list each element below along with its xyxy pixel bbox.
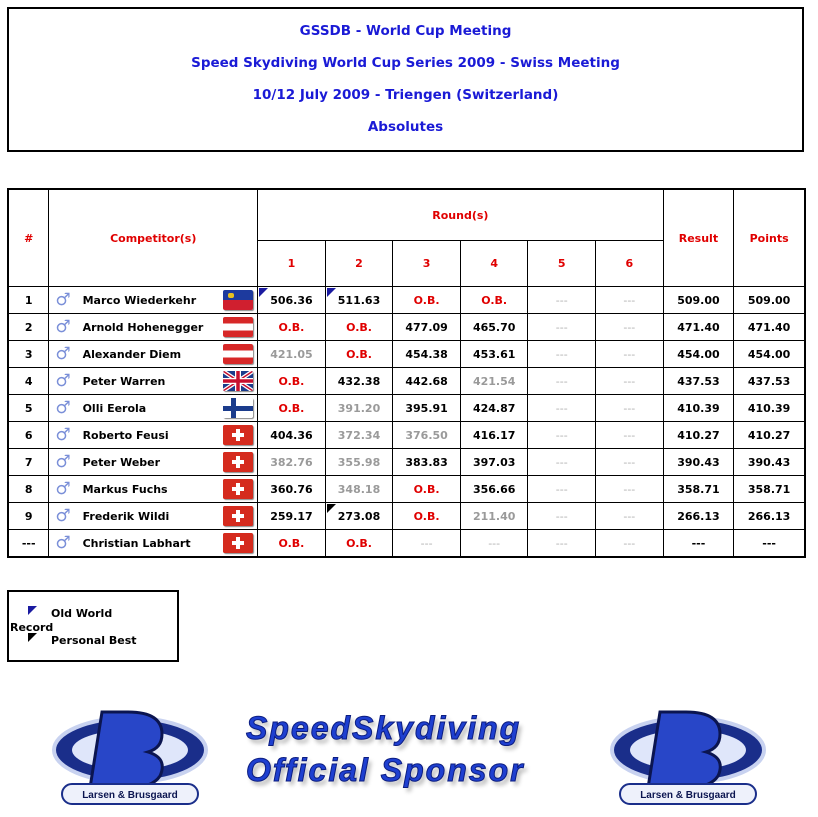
rank-cell: 1 [8,287,49,314]
old-world-record-marker-icon [259,288,268,297]
competitor-name: Markus Fuchs [77,476,219,503]
points-cell: 410.39 [734,395,805,422]
result-cell: 358.71 [663,476,734,503]
round-4-cell [460,314,528,341]
larsen-brusgaard-logo-right [608,708,768,813]
round-6-cell [596,503,664,530]
gender-cell [49,395,77,422]
points-cell: --- [734,530,805,558]
points-cell: 266.13 [734,503,805,530]
round-value: --- [623,293,636,307]
round-3-cell [393,287,461,314]
flag-cell [219,476,258,503]
round-value: 506.36 [270,293,313,307]
flag-cell [219,422,258,449]
sponsor-line2: Official Sponsor [246,752,525,788]
round-6-cell [596,368,664,395]
round-4-cell [460,395,528,422]
round-5-cell [528,449,596,476]
table-row [8,395,805,422]
round-5-header: 5 [528,241,596,287]
round-value: O.B. [413,293,440,307]
round-value: 477.09 [405,320,448,334]
male-icon: ♂ [55,505,71,526]
points-cell: 509.00 [734,287,805,314]
rank-cell: 5 [8,395,49,422]
round-6-cell [596,314,664,341]
round-value: 360.76 [270,482,313,496]
round-4-cell [460,530,528,558]
round-1-cell [258,476,326,503]
round-value: 372.34 [337,428,381,442]
round-5-cell [528,314,596,341]
result-cell: 454.00 [663,341,734,368]
flag-cell [219,449,258,476]
round-value: O.B. [278,374,305,388]
round-1-cell [258,314,326,341]
round-5-cell [528,476,596,503]
round-2-cell [325,395,393,422]
round-value: 356.66 [472,482,516,496]
gender-cell [49,530,77,558]
round-4-cell [460,287,528,314]
round-value: O.B. [481,293,508,307]
rank-cell: --- [8,530,49,558]
gender-cell [49,422,77,449]
round-value: 348.18 [337,482,381,496]
personal-best-marker-icon [28,633,37,642]
result-cell: --- [663,530,734,558]
round-4-cell [460,368,528,395]
round-value: O.B. [346,347,372,361]
male-icon: ♂ [55,343,71,364]
round-value: --- [555,482,568,496]
round-6-cell [596,422,664,449]
table-row [8,368,805,395]
rank-cell: 4 [8,368,49,395]
round-value: 383.83 [405,455,448,469]
round-3-cell [393,368,461,395]
round-2-cell [325,287,393,314]
meeting-title: GSSDB - World Cup Meeting [299,23,512,39]
round-value: --- [555,320,568,334]
round-1-cell [258,530,326,558]
round-value: 442.68 [405,374,448,388]
round-1-cell [258,341,326,368]
round-value: 421.54 [472,374,516,388]
round-value: 395.91 [405,401,448,415]
round-6-cell [596,530,664,558]
competitor-name: Peter Warren [77,368,219,395]
flag-ch-icon [223,479,253,499]
larsen-brusgaard-logo-left [50,708,210,813]
flag-li-icon [223,290,253,310]
rank-cell: 3 [8,341,49,368]
round-1-cell [258,422,326,449]
round-3-header: 3 [393,241,461,287]
round-value: 397.03 [472,455,516,469]
result-cell: 266.13 [663,503,734,530]
result-cell: 410.27 [663,422,734,449]
round-value: O.B. [278,401,305,415]
flag-cell [219,395,258,422]
male-icon: ♂ [55,316,71,337]
round-5-cell [528,287,596,314]
result-cell: 471.40 [663,314,734,341]
round-6-cell [596,395,664,422]
round-5-cell [528,503,596,530]
round-3-cell [393,395,461,422]
male-icon: ♂ [55,451,71,472]
table-row [8,449,805,476]
date-location: 10/12 July 2009 - Triengen (Switzerland) [252,87,559,103]
flag-cell [219,530,258,558]
round-value: 454.38 [405,347,448,361]
flag-fi-icon [223,398,253,418]
flag-at-icon [223,317,253,337]
male-icon: ♂ [55,478,71,499]
round-value: O.B. [278,536,305,550]
flag-ch-icon [223,452,253,472]
round-value: --- [623,428,636,442]
round-value: O.B. [413,509,440,523]
series-title: Speed Skydiving World Cup Series 2009 - Swiss Meeting [191,55,620,71]
flag-cell [219,368,258,395]
round-value: 424.87 [472,401,516,415]
round-value: 416.17 [472,428,516,442]
result-cell: 509.00 [663,287,734,314]
legend-old-world-record-line1: Old World [51,607,113,620]
result-cell: 410.39 [663,395,734,422]
round-value: --- [420,536,433,550]
old-world-record-marker-icon [327,288,336,297]
competitor-name: Olli Eerola [77,395,219,422]
round-value: O.B. [413,482,440,496]
round-2-header: 2 [325,241,393,287]
rank-cell: 9 [8,503,49,530]
meeting-header [7,7,804,152]
flag-at-icon [223,344,253,364]
flag-gb-icon [223,371,253,391]
sponsor-line1: SpeedSkydiving [246,710,522,746]
round-value: 421.05 [270,347,313,361]
round-4-cell [460,476,528,503]
points-cell: 358.71 [734,476,805,503]
table-row [8,314,805,341]
round-value: O.B. [278,320,305,334]
table-row [8,476,805,503]
round-value: --- [623,320,636,334]
points-cell: 471.40 [734,314,805,341]
round-4-cell [460,503,528,530]
competitor-name: Peter Weber [77,449,219,476]
round-3-cell [393,503,461,530]
round-1-header: 1 [258,241,326,287]
round-2-cell [325,476,393,503]
points-cell: 437.53 [734,368,805,395]
round-value: --- [555,536,568,550]
round-6-cell [596,476,664,503]
result-cell: 437.53 [663,368,734,395]
round-2-cell [325,314,393,341]
round-2-cell [325,449,393,476]
round-6-cell [596,287,664,314]
gender-cell [49,314,77,341]
flag-cell [219,341,258,368]
round-3-cell [393,530,461,558]
result-header: Result [663,189,734,287]
points-header: Points [734,189,805,287]
male-icon: ♂ [55,397,71,418]
personal-best-marker-icon [327,504,336,513]
round-2-cell [325,422,393,449]
category-title: Absolutes [367,119,444,135]
round-value: 355.98 [337,455,381,469]
competitor-header: Competitor(s) [49,189,258,287]
round-6-cell [596,341,664,368]
table-row [8,422,805,449]
competitor-name: Marco Wiederkehr [77,287,219,314]
flag-ch-icon [223,533,253,553]
flag-ch-icon [223,425,253,445]
round-value: --- [623,347,636,361]
svg-text:Larsen & Brusgaard: Larsen & Brusgaard [640,790,736,801]
legend-box [7,590,179,662]
rank-cell: 7 [8,449,49,476]
rank-cell: 8 [8,476,49,503]
round-value: 432.38 [337,374,381,388]
round-value: 273.08 [337,509,381,523]
result-cell: 390.43 [663,449,734,476]
round-value: --- [623,509,636,523]
round-2-cell [325,530,393,558]
round-value: --- [623,374,636,388]
round-value: 453.61 [472,347,516,361]
results-body [8,287,805,558]
round-6-cell [596,449,664,476]
points-cell: 410.27 [734,422,805,449]
round-3-cell [393,341,461,368]
gender-cell [49,287,77,314]
round-value: --- [555,347,568,361]
round-value: 382.76 [270,455,313,469]
rank-header: # [8,189,49,287]
competitor-name: Alexander Diem [77,341,219,368]
round-value: --- [555,509,568,523]
svg-text:Larsen & Brusgaard: Larsen & Brusgaard [82,790,178,801]
round-value: --- [623,536,636,550]
points-cell: 454.00 [734,341,805,368]
round-value: O.B. [346,320,372,334]
round-3-cell [393,422,461,449]
round-value: --- [555,293,568,307]
round-5-cell [528,368,596,395]
flag-cell [219,314,258,341]
table-row [8,287,805,314]
round-2-cell [325,368,393,395]
sponsor-banner [0,690,818,817]
male-icon: ♂ [55,289,71,310]
table-row [8,503,805,530]
round-value: 511.63 [337,293,381,307]
gender-cell [49,503,77,530]
round-4-cell [460,341,528,368]
gender-cell [49,341,77,368]
competitor-name: Christian Labhart [77,530,219,558]
round-4-header: 4 [460,241,528,287]
round-value: --- [623,401,636,415]
round-value: O.B. [346,536,372,550]
round-value: --- [488,536,501,550]
legend-old-world-record-line2: Record [10,621,54,634]
round-5-cell [528,341,596,368]
round-2-cell [325,503,393,530]
competitor-name: Frederik Wildi [77,503,219,530]
male-icon: ♂ [55,370,71,391]
round-value: 465.70 [472,320,516,334]
gender-cell [49,476,77,503]
round-value: 376.50 [405,428,448,442]
round-2-cell [325,341,393,368]
round-1-cell [258,368,326,395]
round-value: 404.36 [270,428,313,442]
round-1-cell [258,287,326,314]
gender-cell [49,368,77,395]
gender-cell [49,449,77,476]
male-icon: ♂ [55,532,71,553]
round-value: --- [555,428,568,442]
flag-cell [219,503,258,530]
round-value: --- [555,374,568,388]
rounds-header: Round(s) [258,189,663,241]
round-6-header: 6 [596,241,664,287]
round-5-cell [528,422,596,449]
round-value: 391.20 [337,401,381,415]
rank-cell: 6 [8,422,49,449]
round-value: --- [555,401,568,415]
competitor-name: Arnold Hohenegger [77,314,219,341]
male-icon: ♂ [55,424,71,445]
round-4-cell [460,422,528,449]
round-value: --- [623,482,636,496]
round-1-cell [258,503,326,530]
table-row [8,341,805,368]
round-value: --- [555,455,568,469]
round-3-cell [393,314,461,341]
round-value: 259.17 [270,509,313,523]
round-4-cell [460,449,528,476]
round-5-cell [528,395,596,422]
flag-cell [219,287,258,314]
competitor-name: Roberto Feusi [77,422,219,449]
points-cell: 390.43 [734,449,805,476]
legend-personal-best: Personal Best [51,634,137,647]
round-1-cell [258,449,326,476]
round-value: --- [623,455,636,469]
flag-ch-icon [223,506,253,526]
old-world-record-marker-icon [28,606,37,615]
round-3-cell [393,476,461,503]
round-5-cell [528,530,596,558]
results-table [7,188,806,558]
rank-cell: 2 [8,314,49,341]
table-row [8,530,805,558]
round-3-cell [393,449,461,476]
round-value: 211.40 [472,509,516,523]
round-1-cell [258,395,326,422]
